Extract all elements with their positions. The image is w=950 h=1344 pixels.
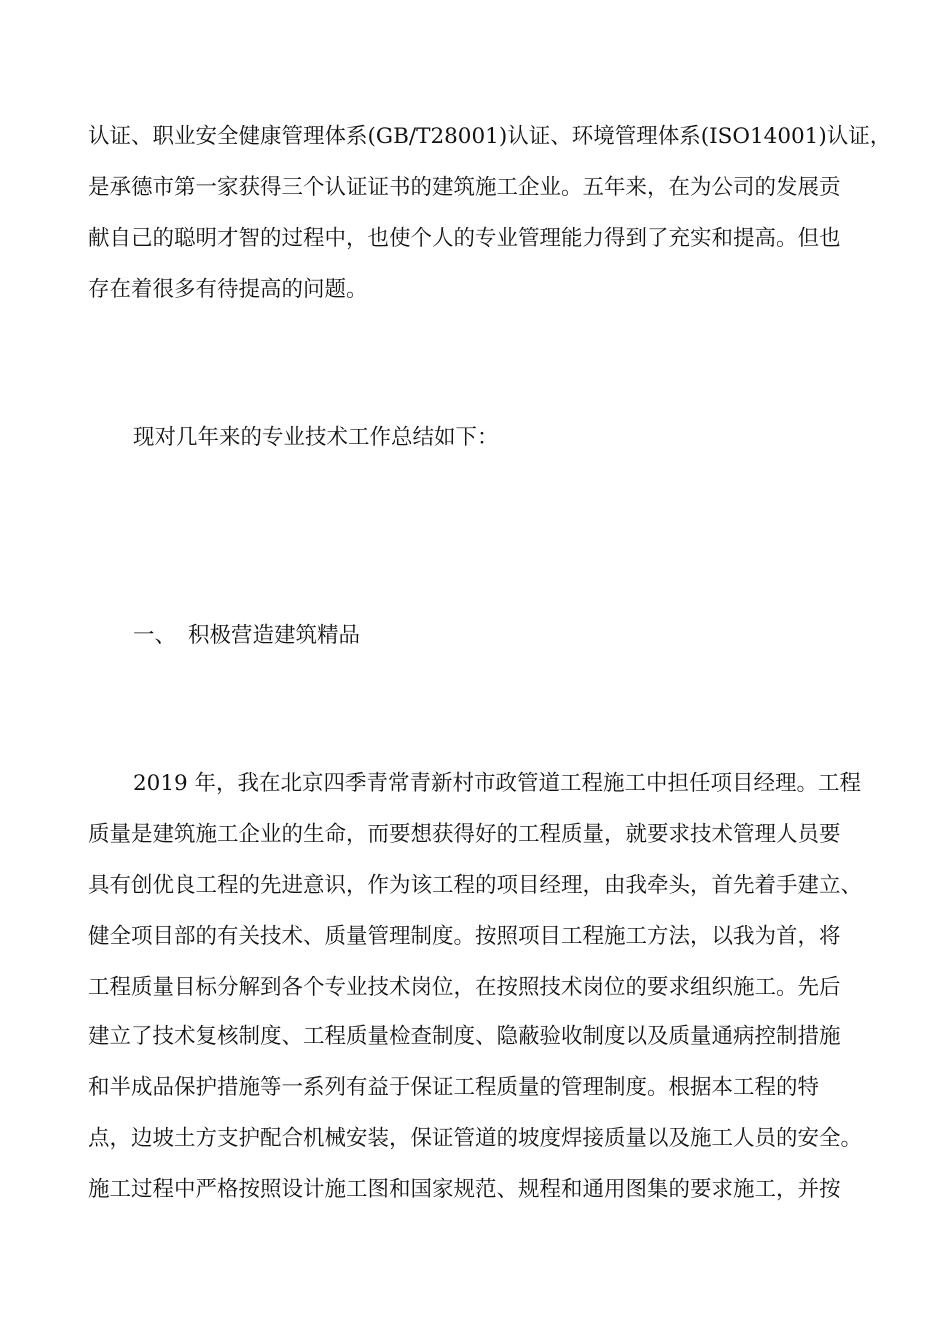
paragraph-2-text: 现对几年来的专业技术工作总结如下： <box>133 425 499 450</box>
paragraph-3-line-3: 具有创优良工程的先进意识，作为该工程的项目经理，由我牵头，首先着手建立、 <box>88 873 863 898</box>
paragraph-3-line-4: 健全项目部的有关技术、质量管理制度。按照项目工程施工方法，以我为首，将 <box>88 924 841 949</box>
paragraph-3-line-1: 2019 年，我在北京四季青常青新村市政管道工程施工中担任项目经理。工程 <box>133 771 862 796</box>
paragraph-3-line-7: 和半成品保护措施等一系列有益于保证工程质量的管理制度。根据本工程的特 <box>88 1075 820 1100</box>
paragraph-3-line-6: 建立了技术复核制度、工程质量检查制度、隐蔽验收制度以及质量通病控制措施 <box>88 1024 841 1049</box>
paragraph-3-line-5: 工程质量目标分解到各个专业技术岗位，在按照技术岗位的要求组织施工。先后 <box>88 975 841 1000</box>
paragraph-3-line-8: 点，边坡土方支护配合机械安装，保证管道的坡度焊接质量以及施工人员的安全。 <box>88 1126 863 1151</box>
paragraph-1-line-3: 献自己的聪明才智的过程中，也使个人的专业管理能力得到了充实和提高。但也 <box>88 226 841 251</box>
paragraph-1-line-1: 认证、职业安全健康管理体系(GB/T28001)认证、环境管理体系(ISO14001)认证， <box>88 124 892 149</box>
paragraph-1-line-4: 存在着很多有待提高的问题。 <box>88 277 368 302</box>
section-1-number: 一、 <box>133 623 177 648</box>
paragraph-3-line-2: 质量是建筑施工企业的生命，而要想获得好的工程质量，就要求技术管理人员要 <box>88 822 841 847</box>
paragraph-1-line-2: 是承德市第一家获得三个认证证书的建筑施工企业。五年来，在为公司的发展贡 <box>88 175 841 200</box>
section-1-title: 积极营造建筑精品 <box>188 623 361 648</box>
paragraph-3-line-9: 施工过程中严格按照设计施工图和国家规范、规程和通用图集的要求施工，并按 <box>88 1177 841 1202</box>
